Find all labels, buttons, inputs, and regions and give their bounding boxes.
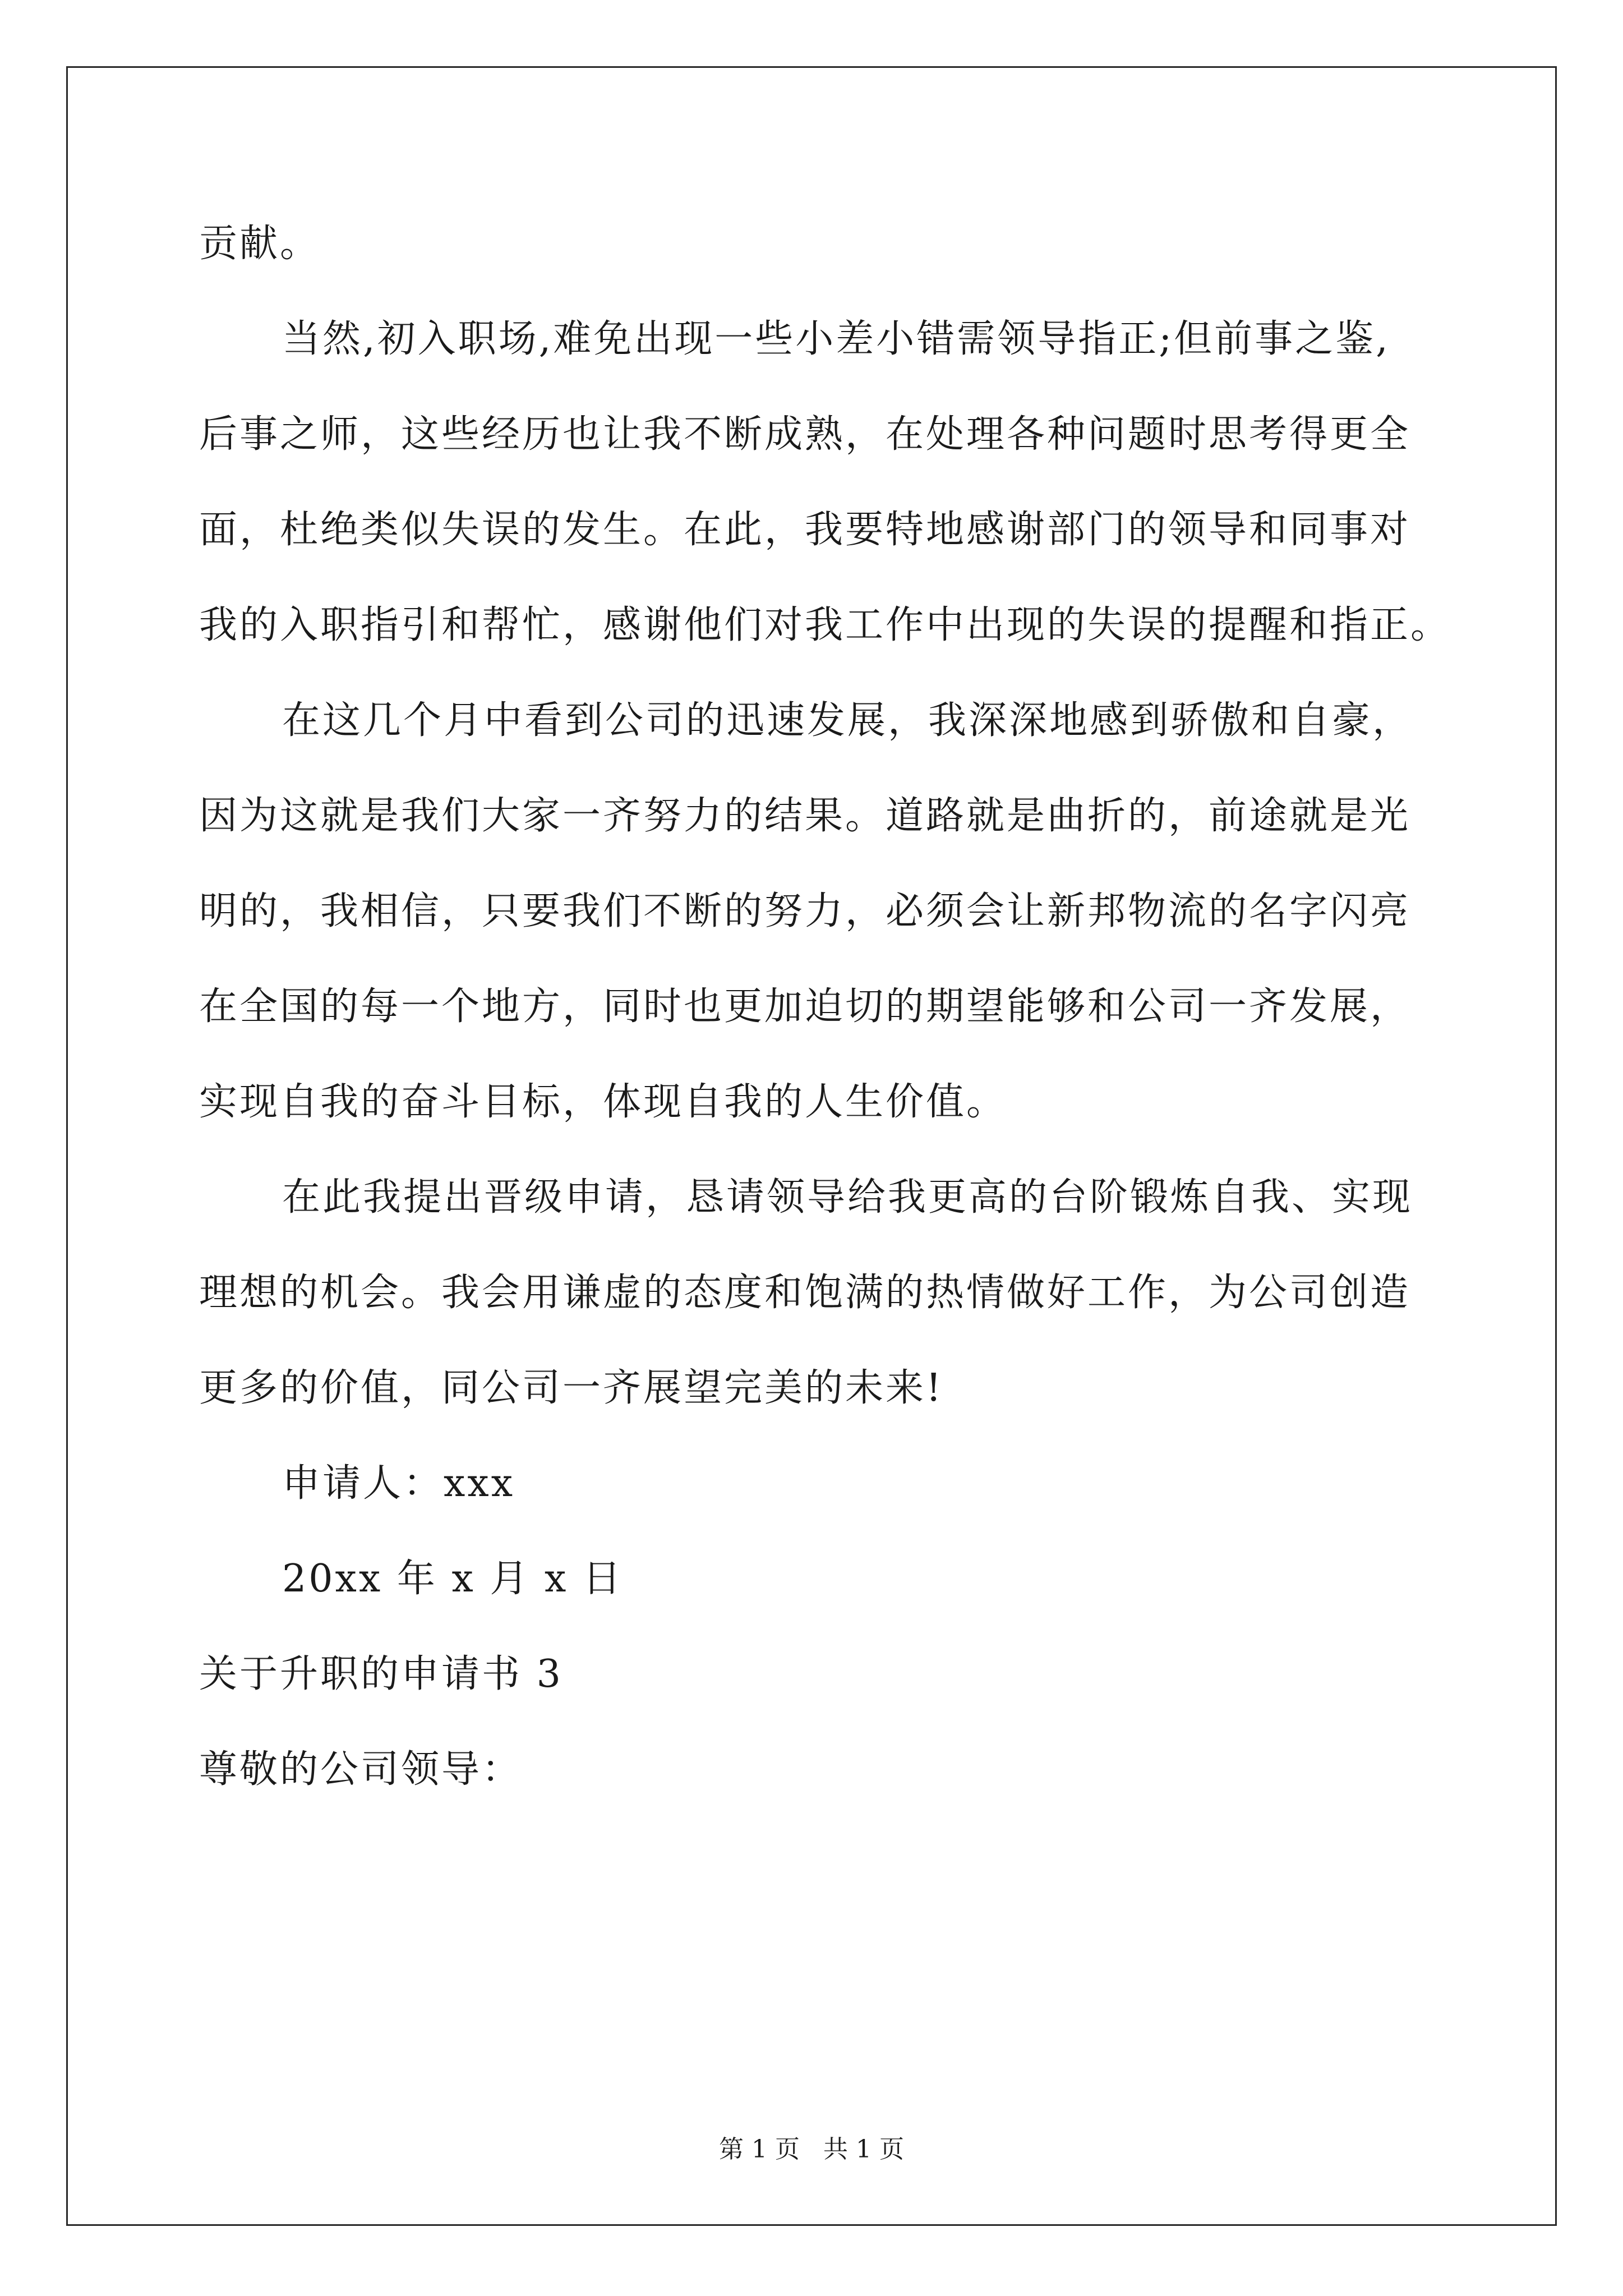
text-line: 实现自我的奋斗目标，体现自我的人生价值。	[199, 1080, 1007, 1124]
text-line: 后事之师，这些经历也让我不断成熟，在处理各种问题时思考得更全	[199, 412, 1411, 457]
text-line: 我的入职指引和帮忙，感谢他们对我工作中出现的失误的提醒和指正。	[199, 603, 1451, 647]
page-border	[66, 66, 1557, 2226]
paragraph-line: 当然,初入职场,难免出现一些小差小错需领导指正;但前事之鉴,	[282, 317, 1390, 361]
text-line: 在全国的每一个地方，同时也更加迫切的期望能够和公司一齐发展，	[199, 984, 1411, 1029]
text-line: 更多的价值，同公司一齐展望完美的未来!	[199, 1366, 944, 1410]
page-footer: 第 1 页 共 1 页	[719, 2135, 904, 2164]
text-line: 理想的机会。我会用谦虚的态度和饱满的热情做好工作，为公司创造	[199, 1271, 1411, 1315]
paragraph-line: 在这几个月中看到公司的迅速发展，我深深地感到骄傲和自豪，	[282, 698, 1413, 743]
paragraph-line: 在此我提出晋级申请，恳请领导给我更高的台阶锻炼自我、实现	[282, 1175, 1413, 1220]
section-title: 关于升职的申请书 3	[199, 1652, 563, 1696]
text-line: 面，杜绝类似失误的发生。在此，我要特地感谢部门的领导和同事对	[199, 508, 1411, 552]
date-line: 20xx 年 x 月 x 日	[282, 1557, 624, 1601]
text-line: 明的，我相信，只要我们不断的努力，必须会让新邦物流的名字闪亮	[199, 889, 1411, 933]
salutation-line: 尊敬的公司领导：	[199, 1747, 523, 1792]
text-line: 因为这就是我们大家一齐努力的结果。道路就是曲折的，前途就是光	[199, 794, 1411, 838]
text-line: 贡献。	[199, 222, 321, 266]
applicant-line: 申请人：xxx	[282, 1461, 515, 1506]
